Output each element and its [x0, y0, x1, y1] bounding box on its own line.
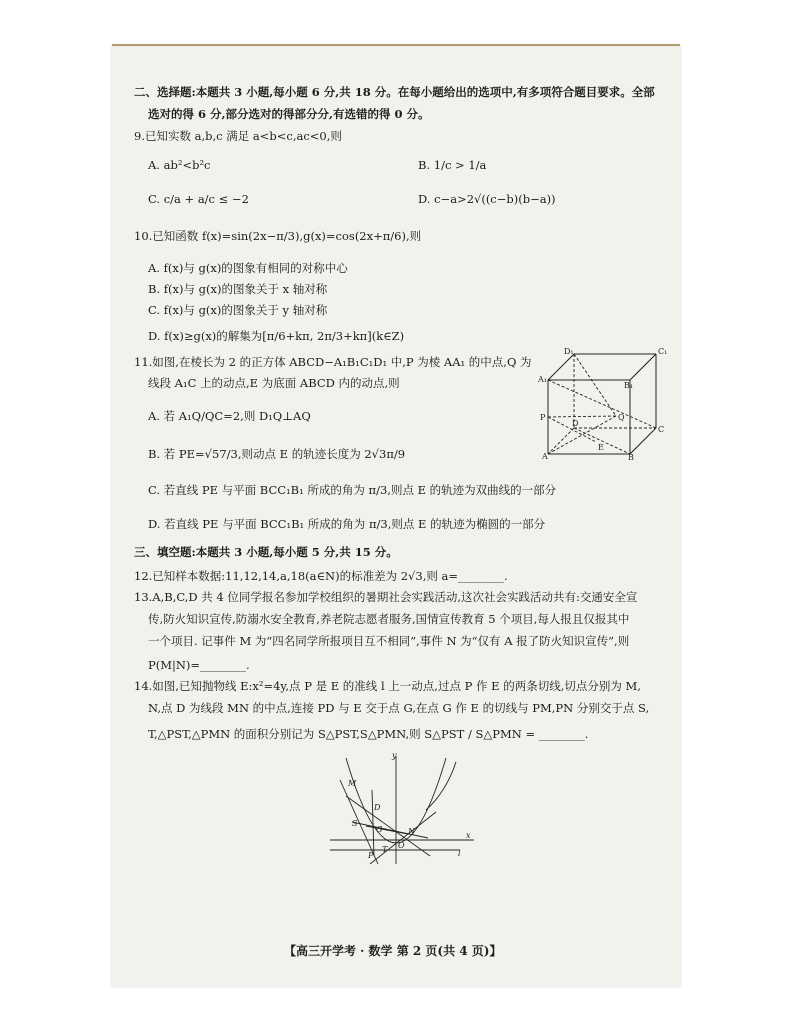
q9-option-a: A. ab²<b²c: [148, 158, 211, 172]
cube-label-d1: D₁: [564, 347, 574, 356]
q11-option-c: C. 若直线 PE 与平面 BCC₁B₁ 所成的角为 π/3,则点 E 的轨迹为双曲线的一部分: [148, 483, 557, 497]
section3-heading: 三、填空题:本题共 3 小题,每小题 5 分,共 15 分。: [134, 545, 398, 559]
q11-option-a: A. 若 A₁Q/QC=2,则 D₁Q⊥AQ: [148, 409, 311, 423]
parabola-label-n: N: [408, 827, 415, 836]
q10-option-c: C. f(x)与 g(x)的图象关于 y 轴对称: [148, 303, 328, 317]
q13-line2: 传,防火知识宣传,防溺水安全教育,养老院志愿者服务,国情宣传教育 5 个项目,每人报且仅报其中: [148, 612, 630, 626]
cube-figure: [536, 346, 666, 460]
cube-label-d: D: [572, 419, 579, 428]
cube-label-c: C: [658, 425, 665, 434]
cube-label-p: P: [540, 413, 546, 422]
parabola-label-t: T: [382, 845, 388, 854]
parabola-figure: [326, 752, 482, 870]
q13-line4: P(M|N)=________.: [148, 658, 250, 672]
section2-heading-line1: 二、选择题:本题共 3 小题,每小题 6 分,共 18 分。在每小题给出的选项中,有多项符合题目要求。全部: [134, 85, 655, 99]
q14-line1: 14.如图,已知抛物线 E:x²=4y,点 P 是 E 的准线 l 上一动点,过点 P 作 E 的两条切线,切点分别为 M,: [134, 679, 641, 693]
parabola-label-x: x: [466, 831, 471, 840]
parabola-label-g: G: [376, 825, 383, 834]
page-footer: 【高三开学考 · 数学 第 2 页(共 4 页)】: [284, 944, 502, 958]
cube-label-e: E: [598, 443, 604, 452]
q10-option-b: B. f(x)与 g(x)的图象关于 x 轴对称: [148, 282, 328, 296]
parabola-label-m: M: [348, 779, 357, 788]
q9-stem: 9.已知实数 a,b,c 满足 a<b<c,ac<0,则: [134, 129, 342, 143]
q11-option-b: B. 若 PE=√57/3,则动点 E 的轨迹长度为 2√3π/9: [148, 447, 406, 461]
q9-option-c: C. c/a + a/c ≤ −2: [148, 192, 249, 206]
cube-label-q: Q: [618, 413, 625, 422]
q10-option-d: D. f(x)≥g(x)的解集为[π/6+kπ, 2π/3+kπ](k∈Z): [148, 329, 405, 343]
parabola-label-y: y: [392, 751, 397, 760]
parabola-label-d: D: [374, 803, 381, 812]
q12-text: 12.已知样本数据:11,12,14,a,18(a∈N)的标准差为 2√3,则 a=________.: [134, 569, 508, 583]
cube-label-a1: A₁: [538, 375, 547, 384]
q11-option-d: D. 若直线 PE 与平面 BCC₁B₁ 所成的角为 π/3,则点 E 的轨迹为椭圆的一部分: [148, 517, 546, 531]
cube-label-b1: B₁: [624, 381, 634, 390]
q11-stem-line1: 11.如图,在棱长为 2 的正方体 ABCD−A₁B₁C₁D₁ 中,P 为棱 AA₁ 的中点,Q 为: [134, 355, 532, 369]
q13-line3: 一个项目. 记事件 M 为“四名同学所报项目互不相同”,事件 N 为“仅有 A 报了防火知识宣传”,则: [148, 634, 630, 648]
q14-line2: N,点 D 为线段 MN 的中点,连接 PD 与 E 交于点 G,在点 G 作 E 的切线与 PM,PN 分别交于点 S,: [148, 701, 650, 715]
q10-stem: 10.已知函数 f(x)=sin(2x−π/3),g(x)=cos(2x+π/6),则: [134, 229, 422, 243]
cube-label-c1: C₁: [658, 347, 668, 356]
parabola-label-l: l: [458, 849, 461, 858]
q9-option-d: D. c−a>2√((c−b)(b−a)): [418, 192, 556, 206]
parabola-label-o: O: [398, 841, 405, 850]
q11-stem-line2: 线段 A₁C 上的动点,E 为底面 ABCD 内的动点,则: [148, 376, 400, 390]
q13-line1: 13.A,B,C,D 共 4 位同学报名参加学校组织的暑期社会实践活动,这次社会实践活动共有:交通安全宣: [134, 590, 638, 604]
parabola-label-s: S: [352, 819, 358, 828]
section2-heading-line2: 选对的得 6 分,部分选对的得部分分,有选错的得 0 分。: [148, 107, 430, 121]
parabola-label-p: P: [368, 851, 374, 860]
cube-label-b: B: [628, 453, 634, 462]
q10-option-a: A. f(x)与 g(x)的图象有相同的对称中心: [148, 261, 348, 275]
q14-line3: T,△PST,△PMN 的面积分别记为 S△PST,S△PMN,则 S△PST / S△PMN = ________.: [148, 727, 589, 741]
q9-option-b: B. 1/c > 1/a: [418, 158, 487, 172]
cube-label-a: A: [542, 452, 548, 461]
